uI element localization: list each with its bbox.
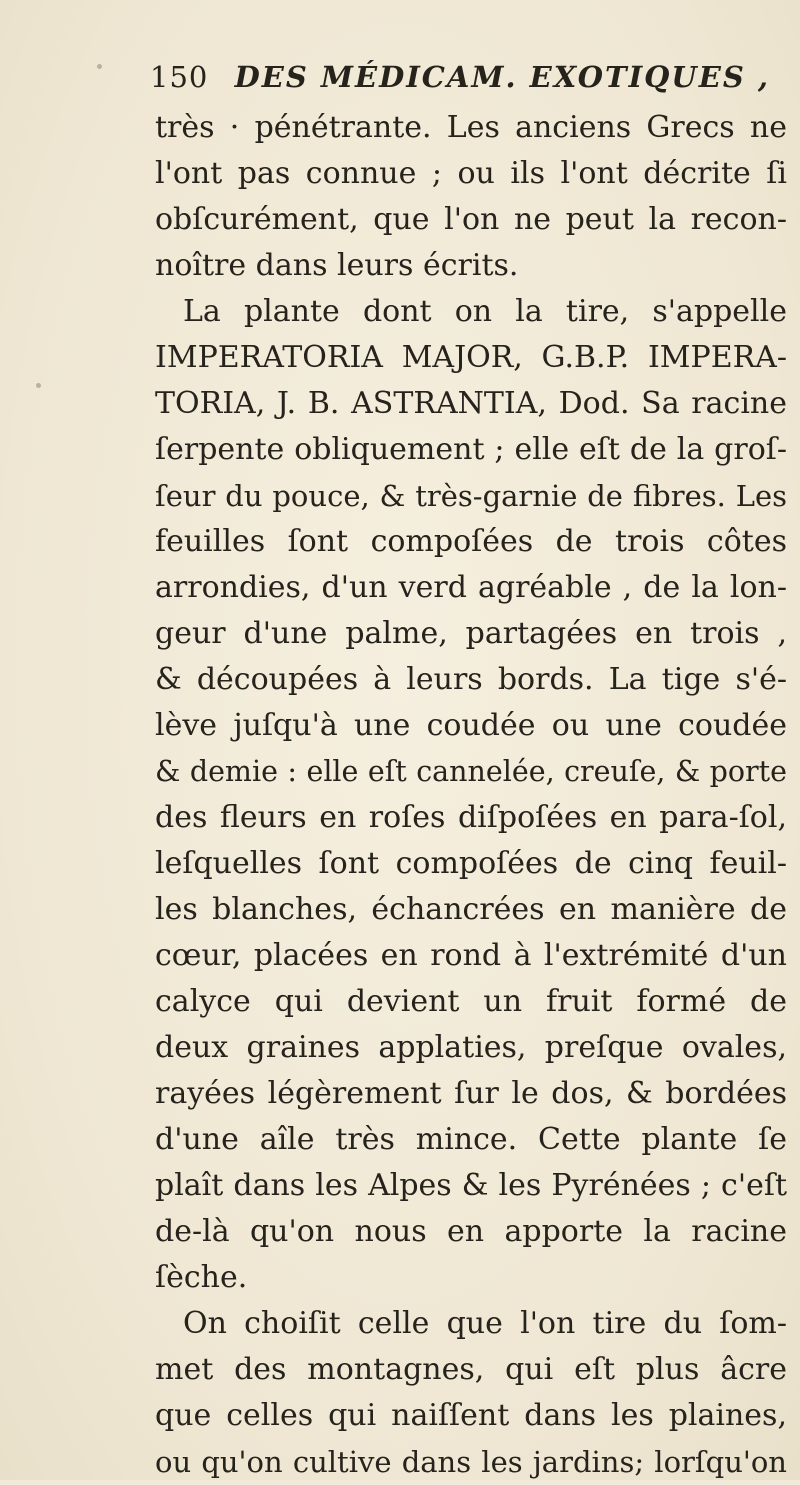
text-line: des fleurs en roſes diſpoſées en para-ſol, [155,800,787,835]
text-line: IMPERATORIA MAJOR, G.B.P. IMPERA- [155,340,787,375]
text-line: que celles qui naiſſent dans les plaines, [155,1398,787,1433]
text-line: calyce qui devient un fruit formé de [155,984,787,1019]
paper-speck [97,64,102,69]
text-line: plaît dans les Alpes & les Pyrénées ; c'eſt [155,1168,787,1203]
text-line: rayées légèrement ſur le dos, & bordées [155,1076,787,1111]
text-line: & demie : elle eſt cannelée, creuſe, & porte [155,755,787,788]
text-line: met des montagnes, qui eſt plus âcre [155,1352,787,1387]
text-line: TORIA, J. B. ASTRANTIA, Dod. Sa racine [155,386,787,421]
paper-speck [36,383,41,388]
text-line: lève juſqu'à une coudée ou une coudée [155,708,787,743]
page-header [150,60,770,106]
text-line: les blanches, échancrées en manière de [155,892,787,927]
text-line: l'ont pas connue ; ou ils l'ont décrite ſi [155,156,787,191]
text-line: noître dans leurs écrits. [155,248,519,283]
text-line: feuilles ſont compoſées de trois côtes [155,524,787,559]
text-line: obſcurément, que l'on ne peut la recon- [155,202,787,237]
text-line: ſeur du pouce, & très-garnie de fibres. Les [155,479,787,513]
page-number: 150 [150,60,209,94]
text-line: ſerpente obliquement ; elle eſt de la groſ- [155,432,787,467]
text-line: On choiſit celle que l'on tire du ſom- [183,1306,787,1341]
text-line: de-là qu'on nous en apporte la racine [155,1214,787,1249]
text-line: très · pénétrante. Les anciens Grecs ne [155,110,787,145]
body-text [155,105,787,1485]
text-line: ou qu'on cultive dans les jardins; lorſqu'on [155,1445,787,1479]
running-title: DES MÉDICAM. EXOTIQUES , [234,60,770,94]
text-line: leſquelles ſont compoſées de cinq feuil- [155,846,787,881]
text-line: deux graines applaties, preſque ovales, [155,1030,787,1065]
text-line: d'une aîle très mince. Cette plante ſe [155,1122,787,1157]
text-line: arrondies, d'un verd agréable , de la lon- [155,570,787,605]
text-line: & découpées à leurs bords. La tige s'é- [155,662,787,697]
text-line: La plante dont on la tire, s'appelle [183,294,787,329]
text-line: ſèche. [155,1260,248,1295]
text-line: cœur, placées en rond à l'extrémité d'un [155,938,787,973]
text-line: geur d'une palme, partagées en trois , [155,616,787,651]
